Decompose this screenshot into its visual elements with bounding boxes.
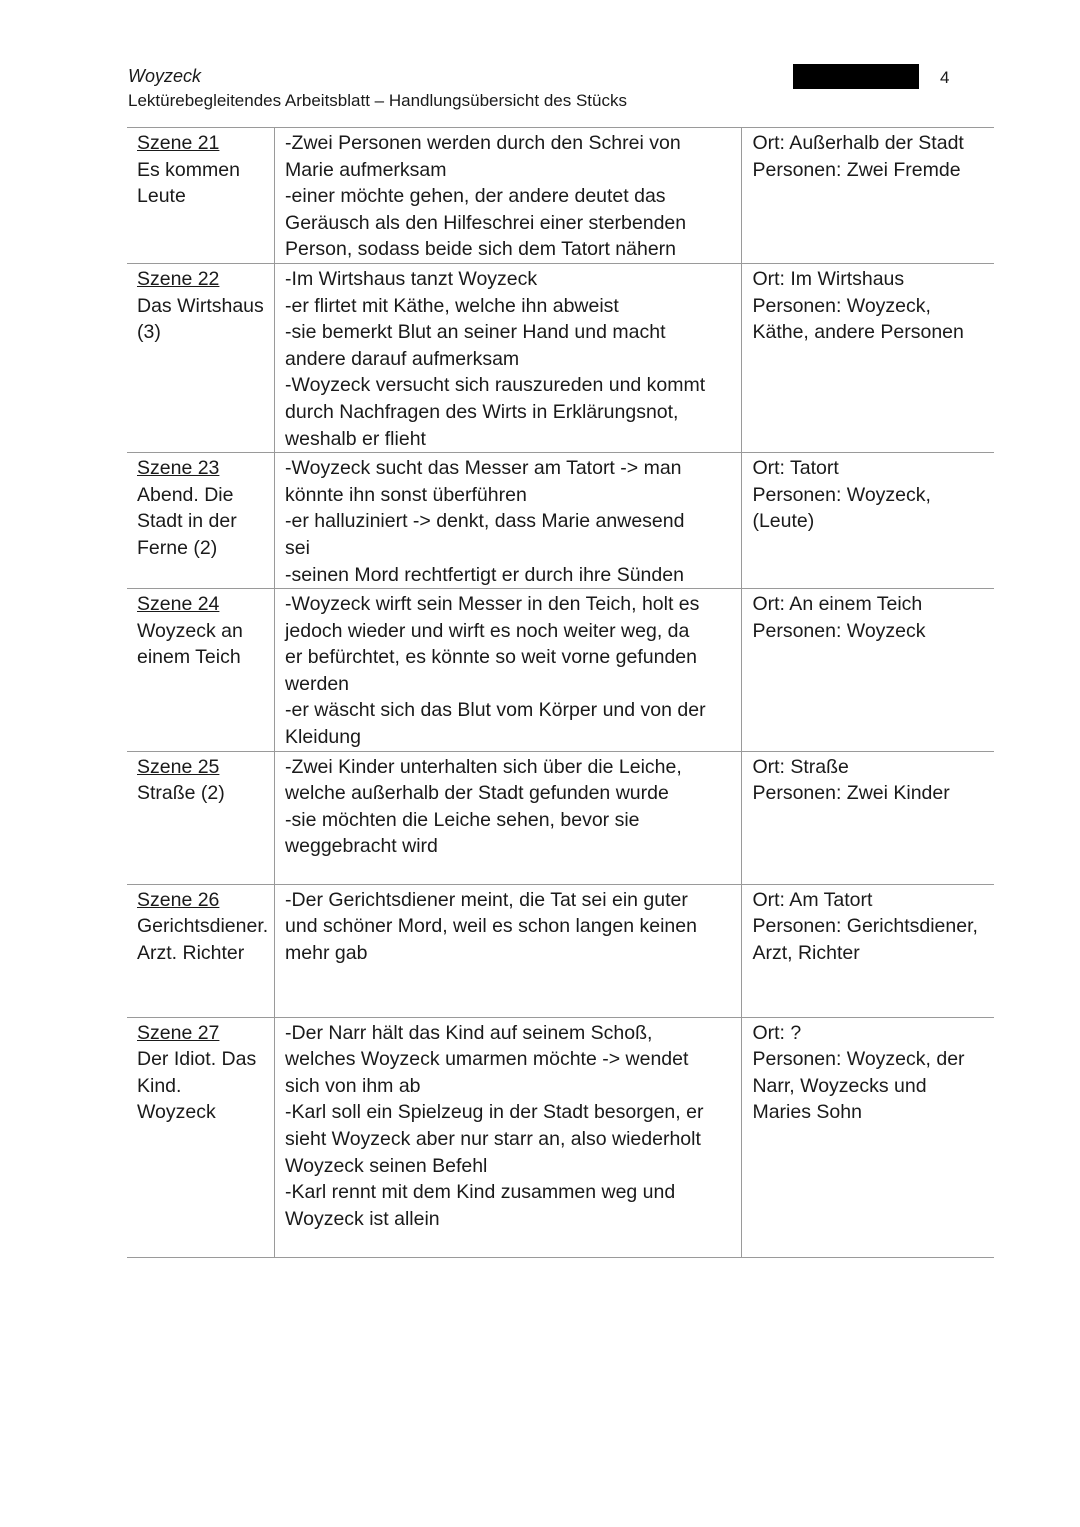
persons-line: Personen: Zwei Fremde (752, 158, 961, 181)
description-line: -Im Wirtshaus tanzt Woyzeck (285, 267, 538, 290)
description-line: welche außerhalb der Stadt gefunden wurde (285, 782, 669, 805)
scene-title-line: Woyzeck an (137, 619, 243, 642)
persons-line: Personen: Woyzeck, (752, 294, 931, 317)
persons-line: Arzt, Richter (752, 941, 860, 964)
persons-line: Personen: Zwei Kinder (752, 782, 950, 805)
description-line: Geräusch als den Hilfeschrei einer sterbenden (285, 211, 687, 234)
scene-title-line: einem Teich (137, 646, 241, 669)
description-line: sei (285, 536, 310, 559)
scene-number: Szene 27 (137, 1021, 220, 1044)
persons-line: Personen: Woyzeck, der (752, 1048, 965, 1071)
scene-number: Szene 26 (137, 888, 220, 911)
description-line: durch Nachfragen des Wirts in Erklärungsnot, (285, 400, 679, 423)
description-line: -Woyzeck wirft sein Messer in den Teich, holt es (285, 593, 700, 616)
scene-overview-table (127, 127, 994, 1258)
description-line: sieht Woyzeck aber nur starr an, also wiederholt (285, 1128, 701, 1151)
scene-cell (127, 884, 275, 1017)
place-line: Ort: Außerhalb der Stadt (752, 132, 964, 154)
description-line: -einer möchte gehen, der andere deutet das (285, 185, 666, 208)
description-line: werden (285, 672, 350, 695)
place-cell (742, 589, 994, 752)
scene-title-line: Gerichtsdiener. (137, 915, 269, 938)
place-cell (742, 453, 994, 589)
scene-title-line: Stadt in der (137, 510, 237, 533)
description-cell (275, 128, 742, 264)
description-line: -er wäscht sich das Blut vom Körper und von der (285, 699, 706, 722)
description-line: -Zwei Personen werden durch den Schrei von (285, 132, 681, 154)
description-cell (275, 751, 742, 884)
place-line: Ort: Am Tatort (752, 888, 873, 911)
scene-title-line: Das Wirtshaus (137, 294, 264, 317)
persons-line: Maries Sohn (752, 1101, 862, 1124)
table-row (127, 263, 994, 452)
description-line: -Woyzeck sucht das Messer am Tatort -> man (285, 457, 682, 480)
description-line: -Der Gerichtsdiener meint, die Tat sei ein guter (285, 888, 688, 911)
scene-number: Szene 25 (137, 755, 220, 778)
description-line: jedoch wieder und wirft es noch weiter weg, da (285, 619, 690, 642)
scene-number: Szene 22 (137, 267, 220, 290)
table-row (127, 751, 994, 884)
document-title: Woyzeck (128, 66, 202, 86)
description-line: -Karl soll ein Spielzeug in der Stadt besorgen, er (285, 1101, 704, 1124)
scene-title-line: Es kommen (137, 158, 240, 181)
table-row (127, 1017, 994, 1257)
page-number: 4 (940, 68, 950, 87)
description-line: könnte ihn sonst überführen (285, 483, 527, 506)
persons-line: Narr, Woyzecks und (752, 1074, 927, 1097)
description-line: Kleidung (285, 726, 361, 749)
place-cell (742, 263, 994, 452)
scene-title-line: Ferne (2) (137, 536, 218, 559)
description-line: -sie möchten die Leiche sehen, bevor sie (285, 808, 640, 831)
scene-number: Szene 23 (137, 457, 220, 480)
persons-line: Personen: Woyzeck (752, 619, 926, 642)
persons-line: Käthe, andere Personen (752, 321, 964, 344)
place-cell (742, 884, 994, 1017)
scene-cell (127, 1017, 275, 1257)
description-line: -sie bemerkt Blut an seiner Hand und macht (285, 321, 666, 344)
place-line: Ort: ? (752, 1021, 802, 1044)
scene-title-line: Straße (2) (137, 782, 225, 805)
scene-cell (127, 128, 275, 264)
scene-number: Szene 21 (137, 132, 220, 154)
description-line: -Zwei Kinder unterhalten sich über die Leiche, (285, 755, 682, 778)
redacted-name-box (793, 64, 919, 89)
description-line: Woyzeck seinen Befehl (285, 1154, 488, 1177)
table-row (127, 453, 994, 589)
persons-line: Personen: Woyzeck, (752, 483, 931, 506)
persons-line: Personen: Gerichtsdiener, (752, 915, 978, 938)
description-line: -seinen Mord rechtfertigt er durch ihre Sünden (285, 563, 684, 586)
description-line: andere darauf aufmerksam (285, 347, 520, 370)
description-line: und schöner Mord, weil es schon langen keinen (285, 915, 697, 938)
description-line: Woyzeck ist allein (285, 1207, 440, 1230)
description-line: welches Woyzeck umarmen möchte -> wendet (285, 1048, 689, 1071)
page-header (128, 64, 994, 120)
place-cell (742, 1017, 994, 1257)
description-line: Person, sodass beide sich dem Tatort nähern (285, 238, 676, 261)
scene-cell (127, 751, 275, 884)
table-row (127, 589, 994, 752)
scene-cell (127, 589, 275, 752)
description-line: -Der Narr hält das Kind auf seinem Schoß, (285, 1021, 653, 1044)
description-line: Marie aufmerksam (285, 158, 447, 181)
place-cell (742, 128, 994, 264)
scene-title-line: Leute (137, 185, 186, 208)
description-cell (275, 1017, 742, 1257)
document-subtitle: Lektürebegleitendes Arbeitsblatt – Handlungsübersicht des Stücks (128, 91, 627, 110)
description-cell (275, 884, 742, 1017)
scene-title-line: Abend. Die (137, 483, 234, 506)
description-line: mehr gab (285, 941, 368, 964)
persons-line: (Leute) (752, 510, 815, 533)
scene-cell (127, 453, 275, 589)
description-line: -Woyzeck versucht sich rauszureden und kommt (285, 374, 706, 397)
scene-title-line: Arzt. Richter (137, 941, 245, 964)
scene-title-line: Der Idiot. Das (137, 1048, 257, 1071)
description-line: er befürchtet, es könnte so weit vorne gefunden (285, 646, 697, 669)
scene-title-line: Kind. Woyzeck (137, 1074, 216, 1124)
place-line: Ort: Tatort (752, 457, 839, 480)
description-line: -Karl rennt mit dem Kind zusammen weg und (285, 1181, 676, 1204)
table-row (127, 128, 994, 264)
scene-number: Szene 24 (137, 593, 220, 616)
table-row (127, 884, 994, 1017)
description-line: -er flirtet mit Käthe, welche ihn abweist (285, 294, 619, 317)
description-line: weggebracht wird (285, 835, 438, 858)
place-line: Ort: Im Wirtshaus (752, 267, 905, 290)
description-cell (275, 263, 742, 452)
scene-title-line: (3) (137, 321, 161, 344)
description-line: -er halluziniert -> denkt, dass Marie anwesend (285, 510, 685, 533)
description-cell (275, 589, 742, 752)
place-line: Ort: An einem Teich (752, 593, 923, 616)
place-line: Ort: Straße (752, 755, 849, 778)
scene-cell (127, 263, 275, 452)
description-line: weshalb er flieht (285, 427, 426, 450)
place-cell (742, 751, 994, 884)
description-line: sich von ihm ab (285, 1074, 421, 1097)
description-cell (275, 453, 742, 589)
